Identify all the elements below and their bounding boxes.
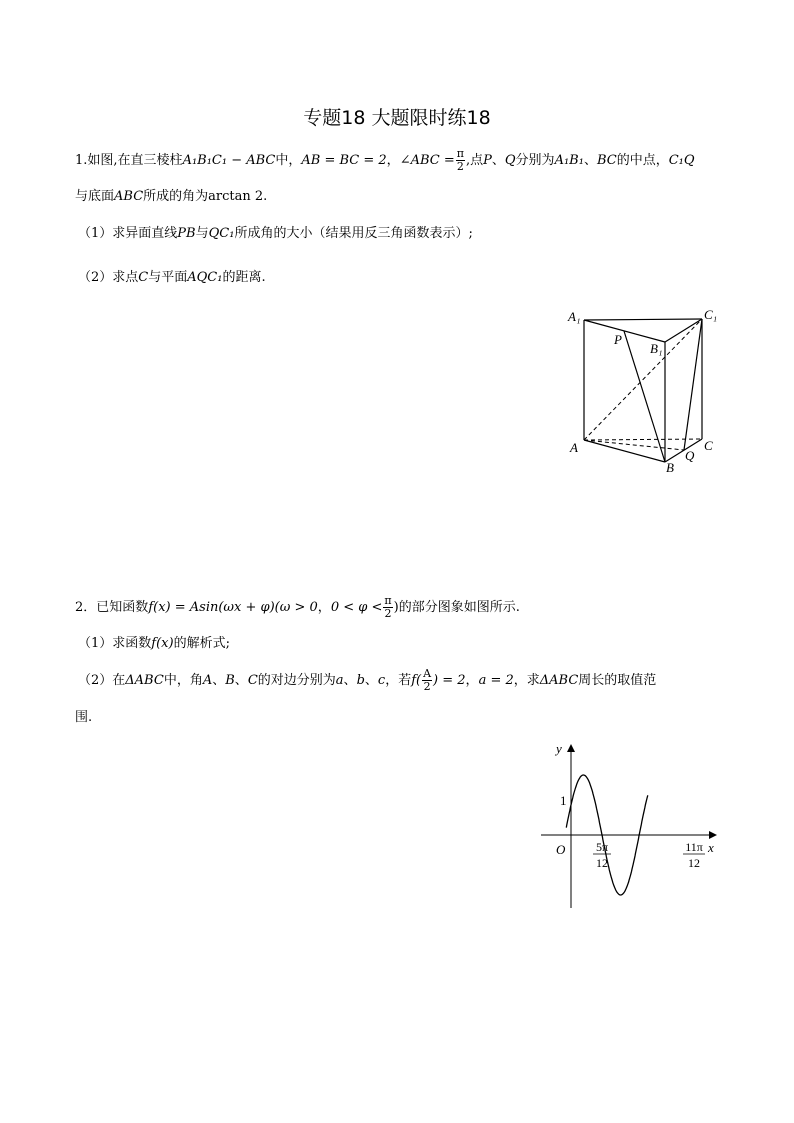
segment: A₁B₁ <box>554 153 584 168</box>
fraction <box>422 668 432 693</box>
text: 所成角的大小（结果用反三角函数表示）; <box>234 226 473 241</box>
edge-ab <box>584 440 665 462</box>
text: 周长的取值范 <box>578 673 657 688</box>
fraction-num: A <box>423 667 432 680</box>
edge-a1c1 <box>584 319 702 320</box>
function-expr: f(x) = Asin(ωx + φ)(ω > 0 <box>148 600 318 615</box>
fraction-den: 2 <box>423 680 431 693</box>
x-tick-5pi-num: 5π <box>595 840 609 854</box>
fraction <box>383 595 392 620</box>
label-c: C <box>704 438 713 453</box>
segment: BC <box>596 153 617 168</box>
text: 、 <box>343 673 357 688</box>
text: 所成的角为 <box>143 189 209 204</box>
side-value: a = 2 <box>478 673 514 688</box>
label-c1: C₁ <box>704 307 718 322</box>
text: 的对边分别为 <box>257 673 336 688</box>
angle-c: C <box>247 673 258 688</box>
arctan-value: arctan 2 <box>208 189 264 204</box>
text: 的中点， <box>616 153 669 168</box>
page-title: 专题18 大题限时练18 <box>303 107 491 129</box>
problem2-question2 <box>78 668 656 693</box>
segment-ac1-hidden <box>584 319 702 440</box>
problem2-question1 <box>78 632 230 651</box>
text: （2）求点 <box>78 270 139 285</box>
label-a: A <box>570 440 578 455</box>
triangle-name: ΔABC <box>125 673 164 688</box>
segment-qc1 <box>684 319 702 450</box>
text: ， <box>386 153 400 168</box>
point-q: Q <box>504 153 516 168</box>
fraction-num: π <box>384 594 392 607</box>
text: 、 <box>583 153 597 168</box>
x-tick-11pi-den: 12 <box>688 856 700 870</box>
problem1-line2 <box>75 185 267 204</box>
text: 与平面 <box>148 270 188 285</box>
x-tick-11pi-num: 11π <box>685 840 703 854</box>
side-b: b <box>356 673 365 688</box>
label-q: Q <box>685 448 695 463</box>
angle-b: B <box>225 673 235 688</box>
triangle-name: ΔABC <box>539 673 579 688</box>
problem2-line3 <box>75 706 92 725</box>
label-b: B <box>666 460 674 475</box>
x-axis-label: x <box>708 840 714 855</box>
label-b1: B₁ <box>650 341 663 356</box>
fraction <box>456 148 465 173</box>
angle-expr: ∠ABC = <box>399 153 455 168</box>
problem-number: 2 <box>75 600 84 615</box>
plane-name: ABC <box>114 189 144 204</box>
text: 分别为 <box>515 153 555 168</box>
function-expr: f( <box>411 673 422 688</box>
segment-aq-hidden <box>584 440 684 450</box>
text: 的距离. <box>222 270 266 285</box>
segment: PB <box>177 226 196 241</box>
edge-bc <box>665 439 702 462</box>
point-c: C <box>138 270 149 285</box>
prism-name: A₁B₁C₁ − ABC <box>182 153 276 168</box>
text: （1）求异面直线 <box>78 226 178 241</box>
side-c: c <box>377 673 386 688</box>
problem1-question1 <box>78 222 473 241</box>
plane-name: AQC₁ <box>187 270 223 285</box>
text: 与底面 <box>75 189 115 204</box>
y-tick-1: 1 <box>560 793 567 808</box>
text: ) <box>393 600 399 615</box>
text: 围. <box>75 710 93 725</box>
text: ，若 <box>385 673 412 688</box>
point-p: P <box>483 153 492 168</box>
angle-a: A <box>202 673 213 688</box>
text: 中， <box>275 153 302 168</box>
text: ，求 <box>513 673 540 688</box>
label-p: P <box>614 332 622 347</box>
y-axis-label: y <box>556 741 562 756</box>
text: 的部分图象如图所示. <box>398 600 520 615</box>
function-name: f(x) <box>151 636 174 651</box>
equation: AB = BC = 2 <box>301 153 387 168</box>
text: ， <box>317 600 331 615</box>
text: . <box>263 189 268 204</box>
text: 已知函数 <box>96 600 149 615</box>
label-a1: A₁ <box>568 309 581 324</box>
text: 、 <box>491 153 505 168</box>
sine-graph <box>535 738 725 913</box>
problem1-line1: 1.如图,在直三棱柱A₁B₁C₁ − ABC中，AB = BC = 2，∠ABC = $\frac{\pi}{2}$ ,点P、Q分别为A₁B₁、BC的中点，C₁Q <box>75 147 695 173</box>
text: 、 <box>234 673 248 688</box>
problem-number: 1 <box>75 153 84 168</box>
edge-ac-hidden <box>584 439 702 440</box>
prism-figure <box>560 300 740 480</box>
problem1-question2 <box>78 266 266 285</box>
origin-label: O <box>556 842 566 857</box>
segment: C₁Q <box>668 153 695 168</box>
segment: QC₁ <box>208 226 235 241</box>
text: 、 <box>212 673 226 688</box>
x-tick-5pi-den: 12 <box>596 856 608 870</box>
fraction-den: 2 <box>384 607 392 620</box>
function-expr: ) = 2 <box>433 673 466 688</box>
fraction-den: 2 <box>456 160 464 173</box>
text: ,点 <box>465 153 484 168</box>
side-a: a <box>335 673 344 688</box>
text: （1）求函数 <box>78 636 152 651</box>
text: ， <box>465 673 479 688</box>
fraction-num: π <box>456 147 464 160</box>
text: （2）在 <box>78 673 126 688</box>
text: 、 <box>364 673 378 688</box>
text: 与 <box>195 226 209 241</box>
text: 如图,在直三棱柱 <box>87 153 183 168</box>
condition-expr: 0 < φ < <box>330 600 383 615</box>
text: 中，角 <box>163 673 203 688</box>
text: 的解析式; <box>173 636 230 651</box>
problem2-line1: 2．已知函数f(x) = Asin(ωx + φ)(ω > 0，0 < φ < $\frac{\pi}{2}$ )的部分图象如图所示. <box>75 594 520 620</box>
